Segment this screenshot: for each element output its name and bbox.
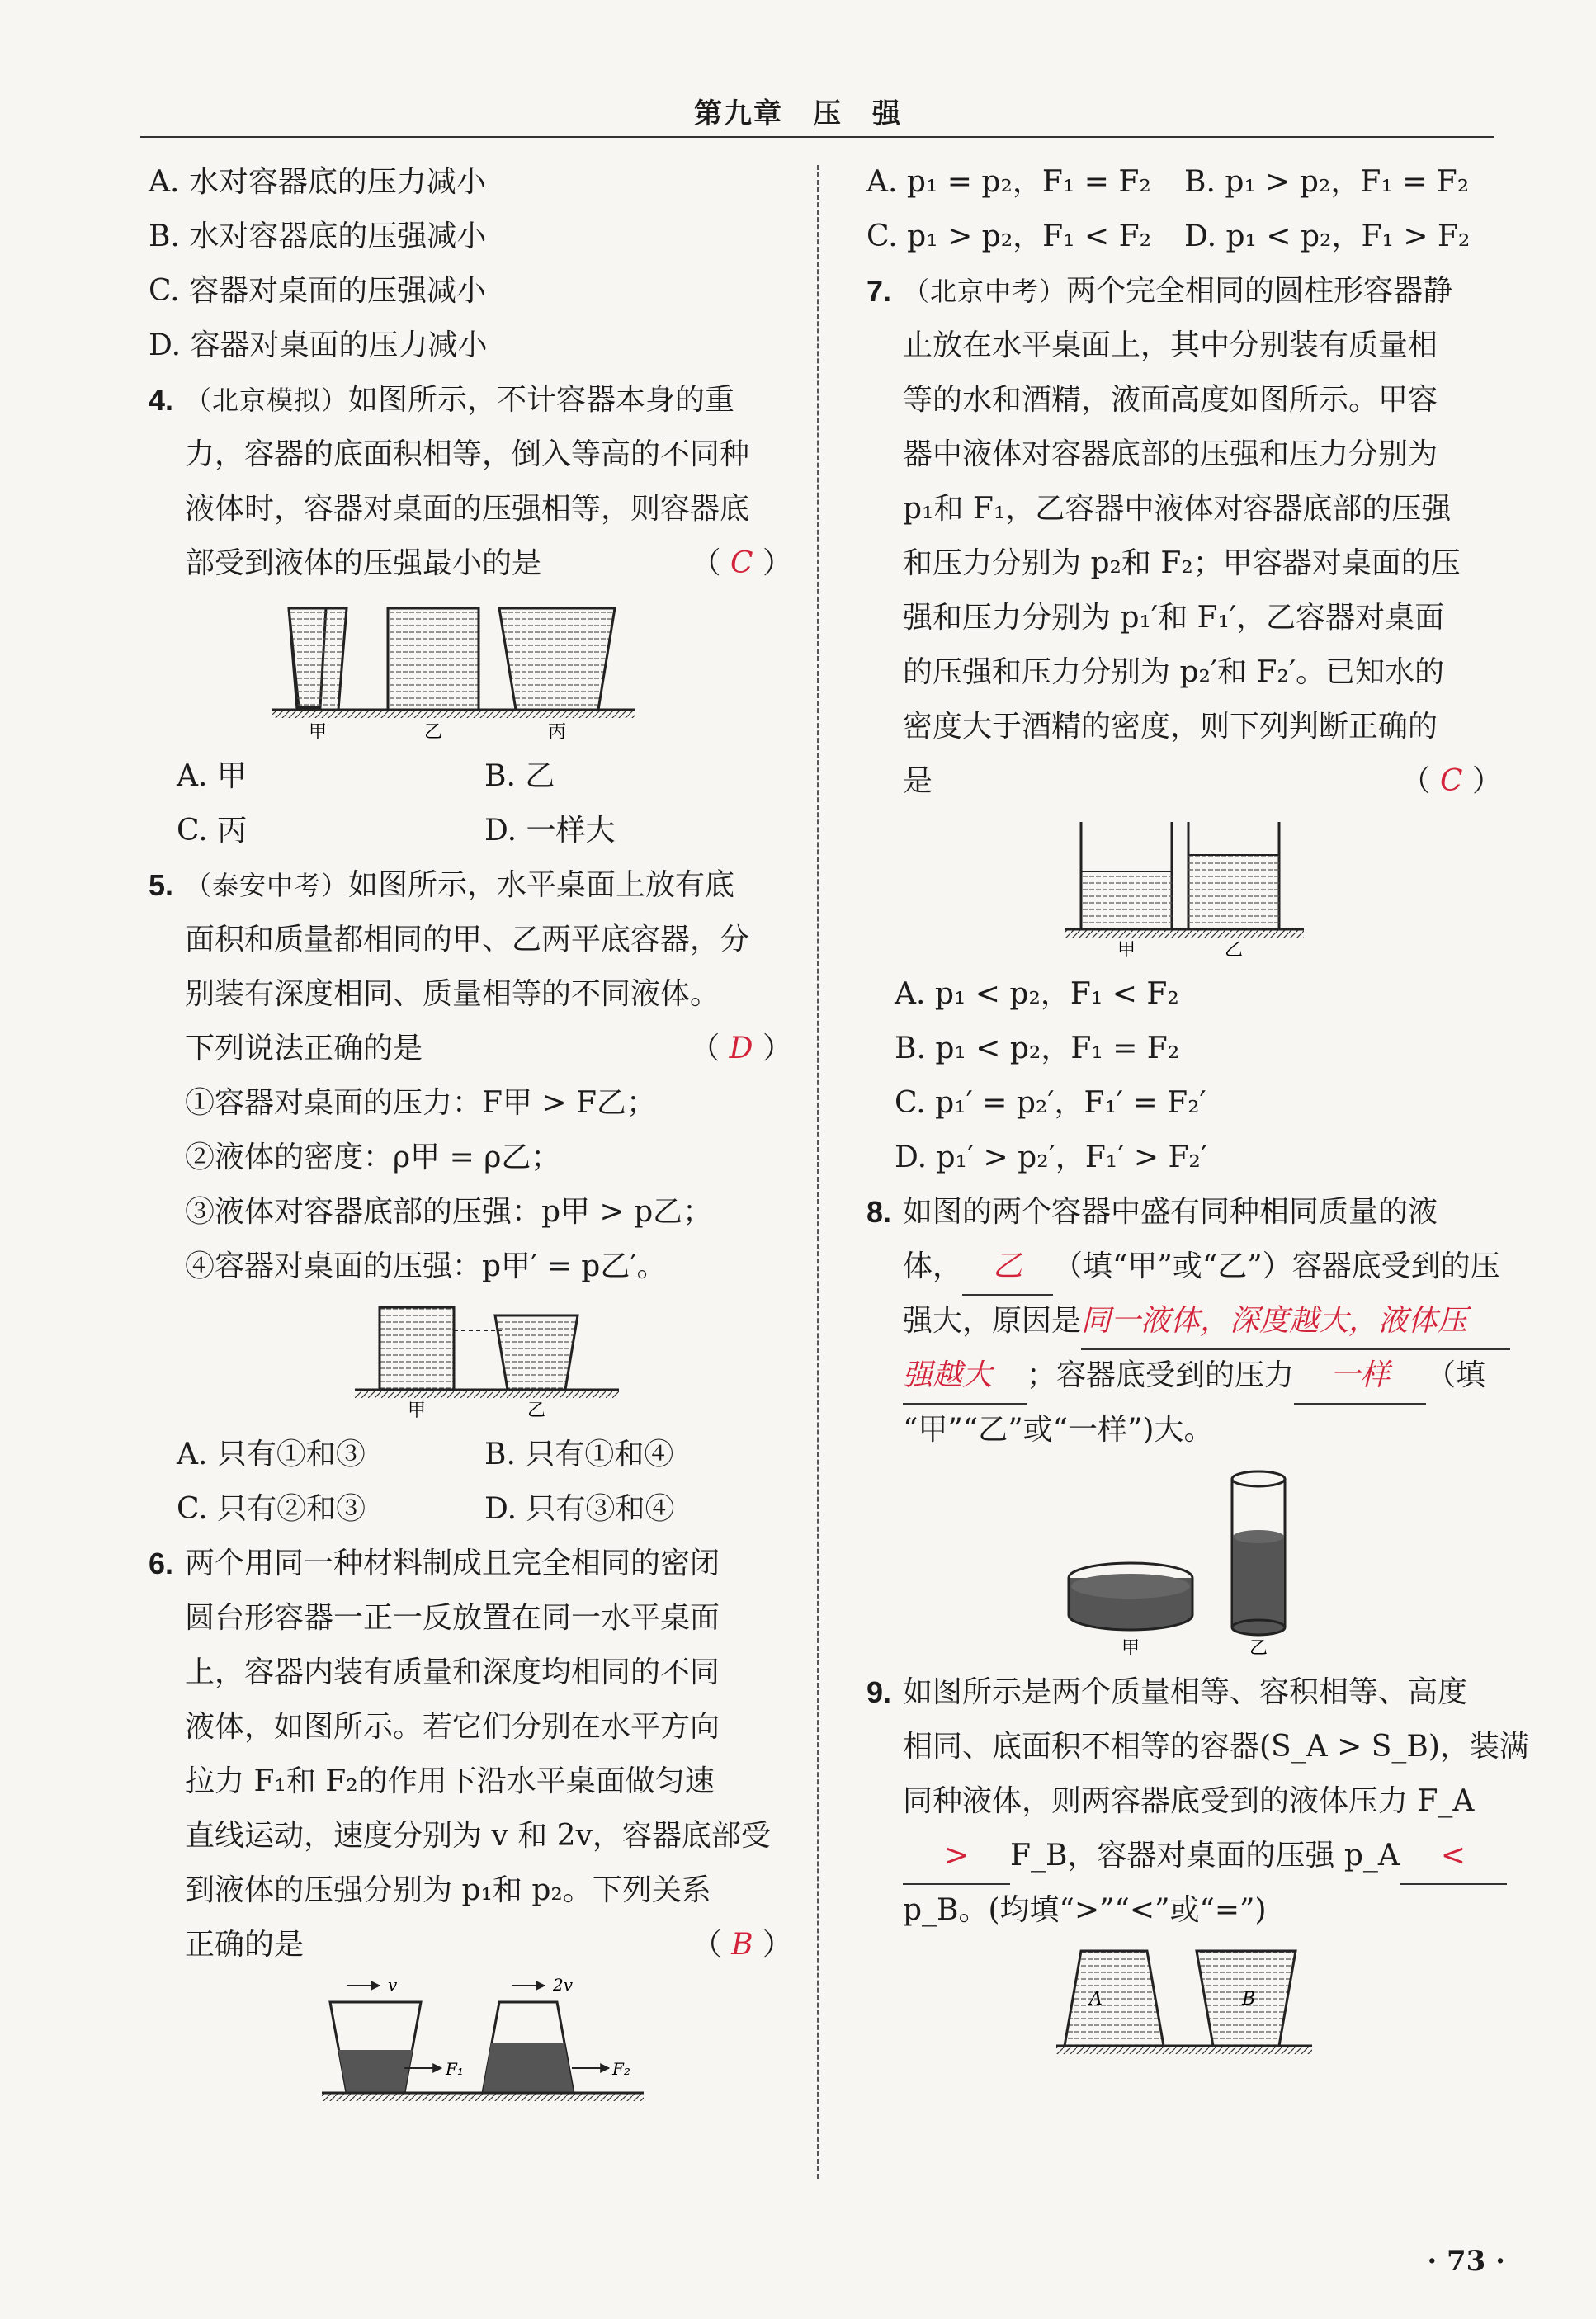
q9-line-2: 相同、底面积不相等的容器(S_A > S_B)，装满 <box>903 1730 1529 1764</box>
q4-line-2: 力，容器的底面积相等，倒入等高的不同种 <box>185 437 750 471</box>
q5-figure <box>355 1299 635 1423</box>
q7-line-2: 止放在水平桌面上，其中分别装有质量相 <box>903 328 1438 362</box>
right-column <box>866 155 1529 2071</box>
q8-text-c1: 强大，原因是 <box>903 1304 1082 1338</box>
q6-label-f1: F₁ <box>446 2059 464 2079</box>
q6-line-7: 到液体的压强分别为 p₁和 p₂。下列关系 <box>185 1873 711 1907</box>
q5-statement-3: ③液体对容器底部的压强：p甲 > p乙； <box>185 1195 713 1229</box>
q5-option-b: B. 只有①和④ <box>484 1438 674 1471</box>
q6-options-row-2 <box>866 210 1502 264</box>
q7-line-9: 密度大于酒精的密度，则下列判断正确的 <box>903 710 1438 744</box>
q6-line-6: 直线运动，速度分别为 v 和 2v，容器底部受 <box>185 1819 771 1853</box>
question-5 <box>149 858 792 1294</box>
q7-line-3: 等的水和酒精，液面高度如图所示。甲容 <box>903 383 1438 417</box>
q6-figure <box>322 1977 652 2109</box>
q7-option-d: D. p₁′ > p₂′，F₁′ > F₂′ <box>895 1141 1208 1174</box>
q7-answer-bracket: （ C ） <box>1400 764 1502 798</box>
q4-option-b: B. 乙 <box>484 759 555 793</box>
q6-answer: B <box>731 1928 753 1962</box>
q4-options-row-1 <box>149 749 792 804</box>
q4-options-row-2 <box>149 804 792 858</box>
q9-line-1: 如图所示是两个质量相等、容积相等、高度 <box>903 1675 1468 1709</box>
q5-options-row-2 <box>149 1482 792 1537</box>
q8-line-5: “甲”“乙”或“一样”)大。 <box>903 1413 1214 1447</box>
q6-line-1: 两个用同一种材料制成且完全相同的密闭 <box>185 1547 720 1580</box>
q7-source: （北京中考） <box>903 276 1067 307</box>
q3-option-d: D. 容器对桌面的压力减小 <box>149 328 488 362</box>
q4-answer: C <box>730 546 753 580</box>
q8-answer-1: 乙 <box>962 1240 1053 1296</box>
q5-source: （泰安中考） <box>185 870 349 901</box>
q8-label-jia: 甲 <box>1121 1638 1140 1659</box>
q6-line-4: 液体，如图所示。若它们分别在水平方向 <box>185 1710 720 1744</box>
q5-statement-4: ④容器对桌面的压强：p甲′ = p乙′。 <box>185 1249 667 1283</box>
q5-label-yi: 乙 <box>526 1400 546 1421</box>
q4-line-1: 如图所示，不计容器本身的重 <box>348 383 735 417</box>
q4-line-4: 部受到液体的压强最小的是 <box>185 546 542 580</box>
q9-answer-2: < <box>1400 1829 1507 1885</box>
q6-line-5: 拉力 F₁和 F₂的作用下沿水平桌面做匀速 <box>185 1764 715 1798</box>
q7-line-7: 强和压力分别为 p₁′和 F₁′，乙容器对桌面 <box>903 601 1445 635</box>
q6-line-2: 圆台形容器一正一反放置在同一水平桌面 <box>185 1601 720 1635</box>
q7-option-a: A. p₁ < p₂，F₁ < F₂ <box>895 977 1179 1011</box>
q6-option-b: B. p₁ > p₂，F₁ = F₂ <box>1184 165 1470 199</box>
left-column <box>149 155 792 2114</box>
q9-line-3: 同种液体，则两容器底受到的液体压力 F_A <box>903 1784 1475 1818</box>
q4-label-yi: 乙 <box>423 722 443 743</box>
q7-options <box>866 967 1502 1185</box>
q6-option-c: C. p₁ > p₂，F₁ < F₂ <box>866 220 1152 253</box>
question-8 <box>866 1185 1502 1457</box>
q5-answer: D <box>729 1032 753 1065</box>
q8-text-d2: ；容器底受到的压力 <box>1027 1358 1295 1392</box>
q7-line-8: 的压强和压力分别为 p₂′和 F₂′。已知水的 <box>903 655 1445 689</box>
q6-label-v: v <box>388 1977 398 1995</box>
q6-options-row-1 <box>866 155 1502 210</box>
q8-text-b1: 体， <box>903 1249 963 1283</box>
q7-option-b: B. p₁ < p₂，F₁ = F₂ <box>895 1032 1180 1065</box>
header-rule <box>140 136 1494 138</box>
q7-line-10: 是 <box>903 764 933 798</box>
q8-answer-3: 一样 <box>1294 1348 1426 1405</box>
q5-line-1: 如图所示，水平桌面上放有底 <box>348 868 735 902</box>
q4-option-c: C. 丙 <box>177 814 248 848</box>
page-number: · 73 · <box>1427 2245 1505 2278</box>
q4-line-3: 液体时，容器对桌面的压强相等，则容器底 <box>185 492 750 526</box>
q6-label-2v: 2v <box>553 1977 574 1995</box>
q4-figure <box>272 596 668 744</box>
q7-label-jia: 甲 <box>1117 940 1136 961</box>
q9-line-5: p_B。(均填“>”“<”或“=”) <box>903 1893 1267 1927</box>
q3-options <box>149 155 792 373</box>
q5-option-d: D. 只有③和④ <box>484 1492 675 1526</box>
q3-option-b: B. 水对容器底的压强减小 <box>149 220 487 253</box>
q4-option-a: A. 甲 <box>177 759 247 793</box>
q6-line-8: 正确的是 <box>185 1928 305 1962</box>
q7-label-yi: 乙 <box>1224 940 1244 961</box>
q5-line-2: 面积和质量都相同的甲、乙两平底容器，分 <box>185 923 750 956</box>
q8-text-b2: （填“甲”或“乙”）容器底受到的压 <box>1053 1249 1500 1283</box>
q4-source: （北京模拟） <box>185 385 349 416</box>
q4-label-bing: 丙 <box>547 722 567 743</box>
q5-statement-1: ①容器对桌面的压力：F甲 > F乙； <box>185 1086 657 1120</box>
q7-line-6: 和压力分别为 p₂和 F₂；甲容器对桌面的压 <box>903 546 1461 580</box>
q7-number: 7. <box>866 274 892 308</box>
q6-option-a: A. p₁ = p₂，F₁ = F₂ <box>866 165 1151 199</box>
q4-option-d: D. 一样大 <box>484 814 616 848</box>
q7-answer: C <box>1439 764 1463 798</box>
q5-number: 5. <box>149 868 174 902</box>
q3-option-c: C. 容器对桌面的压强减小 <box>149 274 487 308</box>
q7-line-1: 两个完全相同的圆柱形容器静 <box>1066 274 1453 308</box>
q7-line-5: p₁和 F₁，乙容器中液体对容器底部的压强 <box>903 492 1452 526</box>
q8-answer-2a: 同一液体，深度越大，液体压 <box>1081 1294 1510 1350</box>
q4-label-jia: 甲 <box>308 722 328 743</box>
q7-line-4: 器中液体对容器底部的压强和压力分别为 <box>903 437 1438 471</box>
q8-line-1: 如图的两个容器中盛有同种相同质量的液 <box>903 1195 1438 1229</box>
q6-label-f2: F₂ <box>612 2059 630 2079</box>
q6-answer-bracket: （ B ） <box>692 1928 792 1962</box>
q8-number: 8. <box>866 1195 892 1229</box>
q5-answer-bracket: （ D ） <box>690 1032 792 1065</box>
q6-number: 6. <box>149 1547 174 1580</box>
q5-statement-2: ②液体的密度：ρ甲 = ρ乙； <box>185 1141 561 1174</box>
q9-figure <box>1056 1943 1337 2066</box>
question-4 <box>149 373 792 591</box>
q9-label-a: A <box>1089 1989 1103 2010</box>
q5-label-jia: 甲 <box>407 1400 427 1421</box>
q9-answer-1: > <box>903 1829 1010 1885</box>
q4-number: 4. <box>149 383 174 417</box>
q5-options-row-1 <box>149 1428 792 1482</box>
q3-option-a: A. 水对容器底的压力减小 <box>149 165 486 199</box>
q7-option-c: C. p₁′ = p₂′，F₁′ = F₂′ <box>895 1086 1206 1120</box>
question-6 <box>149 1537 792 1972</box>
q9-text-d1: F_B，容器对桌面的压强 p_A <box>1010 1839 1400 1873</box>
q5-line-3: 别装有深度相同、质量相等的不同液体。 <box>185 977 720 1011</box>
q6-option-d: D. p₁ < p₂，F₁ > F₂ <box>1184 220 1471 253</box>
q8-text-d3: （填 <box>1426 1358 1486 1392</box>
q7-figure <box>1065 814 1329 962</box>
q5-option-c: C. 只有②和③ <box>177 1492 366 1526</box>
q9-label-b: B <box>1242 1989 1256 2010</box>
q6-line-3: 上，容器内装有质量和深度均相同的不同 <box>185 1655 720 1689</box>
q8-figure <box>1065 1462 1312 1660</box>
q8-label-yi: 乙 <box>1249 1638 1268 1659</box>
question-9 <box>866 1665 1529 1938</box>
column-divider <box>817 165 819 2179</box>
chapter-header: 第九章 压 强 <box>694 97 902 130</box>
q9-number: 9. <box>866 1675 892 1709</box>
question-7 <box>866 264 1502 809</box>
q5-line-4: 下列说法正确的是 <box>185 1032 423 1065</box>
q8-answer-2b: 强越大 <box>903 1348 1027 1405</box>
q5-option-a: A. 只有①和③ <box>177 1438 366 1471</box>
q4-answer-bracket: （ C ） <box>691 546 792 580</box>
